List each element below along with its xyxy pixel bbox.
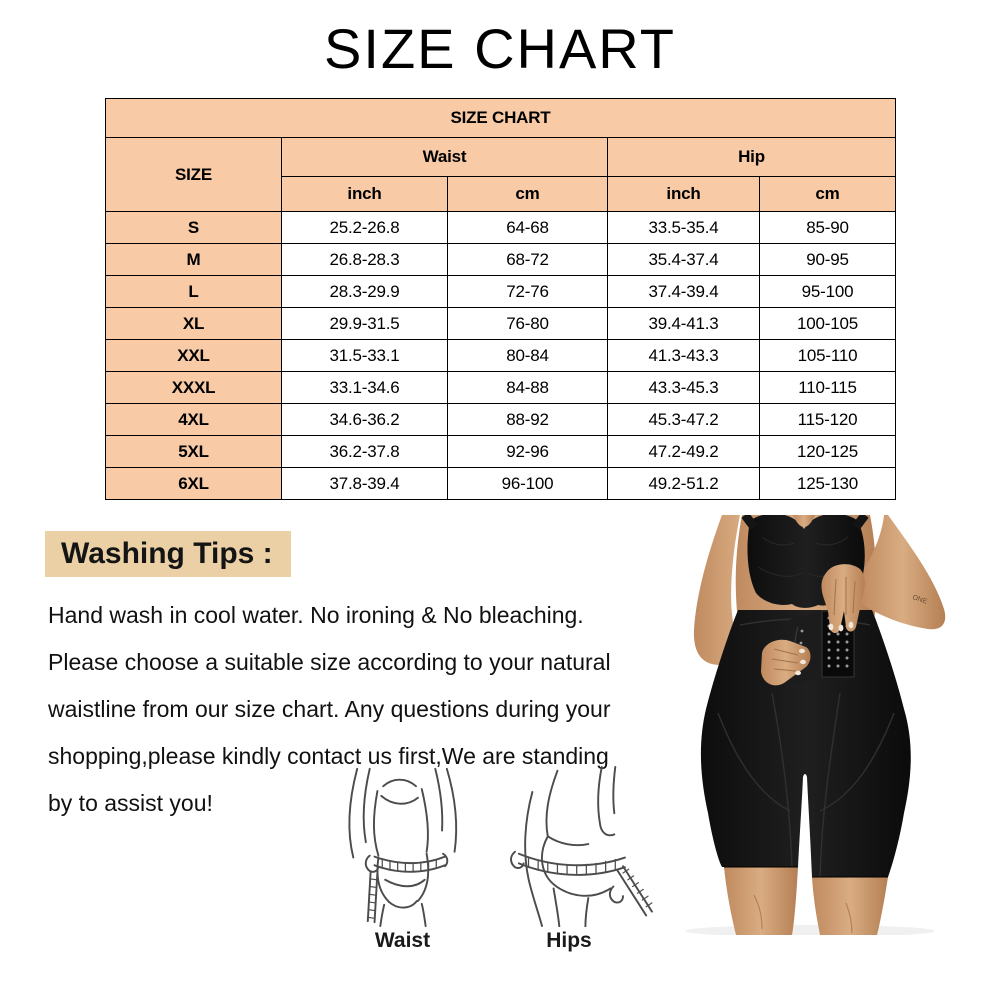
hip-inch-cell: 41.3-43.3 (608, 340, 760, 372)
hip-inch-cell: 37.4-39.4 (608, 276, 760, 308)
hip-cm-cell: 120-125 (760, 436, 896, 468)
tips-line: Hand wash in cool water. No ironing & No bleaching. (48, 602, 584, 628)
table-row (106, 244, 896, 276)
hip-inch-cell: 43.3-45.3 (608, 372, 760, 404)
waist-inch-cell: 37.8-39.4 (282, 468, 448, 500)
size-cell: S (106, 212, 282, 244)
page-title: SIZE CHART (324, 17, 676, 80)
waist-inch-cell: 29.9-31.5 (282, 308, 448, 340)
tips-line: by to assist you! (48, 790, 213, 816)
waist-measure-illustration (330, 765, 475, 927)
waist-inch-cell: 36.2-37.8 (282, 436, 448, 468)
waist-cm-cell: 84-88 (448, 372, 608, 404)
column-header-waist: Waist (282, 138, 608, 177)
table-row (106, 436, 896, 468)
hip-cm-cell: 105-110 (760, 340, 896, 372)
size-cell: L (106, 276, 282, 308)
waist-cm-cell: 80-84 (448, 340, 608, 372)
column-header-size: SIZE (106, 138, 282, 212)
size-cell: 4XL (106, 404, 282, 436)
waist-inch-cell: 31.5-33.1 (282, 340, 448, 372)
table-row (106, 212, 896, 244)
hip-cm-cell: 110-115 (760, 372, 896, 404)
size-cell: XL (106, 308, 282, 340)
waist-cm-cell: 72-76 (448, 276, 608, 308)
svg-text:ONE: ONE (911, 594, 928, 606)
size-cell: XXL (106, 340, 282, 372)
waist-cm-cell: 68-72 (448, 244, 608, 276)
column-header-hip: Hip (608, 138, 896, 177)
waist-cm-cell: 64-68 (448, 212, 608, 244)
hip-inch-cell: 47.2-49.2 (608, 436, 760, 468)
table-row (106, 372, 896, 404)
tips-line: shopping,please kindly contact us first,We are standing (48, 743, 609, 769)
waist-illustration-label: Waist (374, 929, 431, 952)
hip-inch-cell: 33.5-35.4 (608, 212, 760, 244)
unit-header-hip-inch: inch (608, 177, 760, 212)
table-row (106, 340, 896, 372)
hip-cm-cell: 85-90 (760, 212, 896, 244)
table-title: SIZE CHART (106, 99, 896, 138)
table-row (106, 468, 896, 500)
table-row (106, 276, 896, 308)
hip-inch-cell: 45.3-47.2 (608, 404, 760, 436)
unit-header-hip-cm: cm (760, 177, 896, 212)
hip-cm-cell: 95-100 (760, 276, 896, 308)
hip-inch-cell: 49.2-51.2 (608, 468, 760, 500)
hips-measure-illustration (480, 765, 658, 927)
table-row (106, 308, 896, 340)
unit-header-waist-inch: inch (282, 177, 448, 212)
tips-line: waistline from our size chart. Any questions during your (48, 696, 611, 722)
hip-cm-cell: 125-130 (760, 468, 896, 500)
waist-inch-cell: 28.3-29.9 (282, 276, 448, 308)
washing-tips-heading: Washing Tips : (45, 531, 291, 577)
hips-illustration-label: Hips (546, 929, 592, 952)
waist-cm-cell: 76-80 (448, 308, 608, 340)
waist-inch-cell: 25.2-26.8 (282, 212, 448, 244)
size-cell: 6XL (106, 468, 282, 500)
waist-inch-cell: 26.8-28.3 (282, 244, 448, 276)
size-cell: 5XL (106, 436, 282, 468)
size-cell: M (106, 244, 282, 276)
unit-header-waist-cm: cm (448, 177, 608, 212)
hip-inch-cell: 35.4-37.4 (608, 244, 760, 276)
waist-cm-cell: 96-100 (448, 468, 608, 500)
waist-inch-cell: 34.6-36.2 (282, 404, 448, 436)
model-photo (650, 515, 1000, 935)
hip-inch-cell: 39.4-41.3 (608, 308, 760, 340)
hip-cm-cell: 100-105 (760, 308, 896, 340)
waist-cm-cell: 92-96 (448, 436, 608, 468)
table-row (106, 404, 896, 436)
waist-inch-cell: 33.1-34.6 (282, 372, 448, 404)
hip-cm-cell: 115-120 (760, 404, 896, 436)
waist-cm-cell: 88-92 (448, 404, 608, 436)
size-cell: XXXL (106, 372, 282, 404)
tips-line: Please choose a suitable size according to your natural (48, 649, 611, 675)
hip-cm-cell: 90-95 (760, 244, 896, 276)
size-table (105, 98, 896, 500)
